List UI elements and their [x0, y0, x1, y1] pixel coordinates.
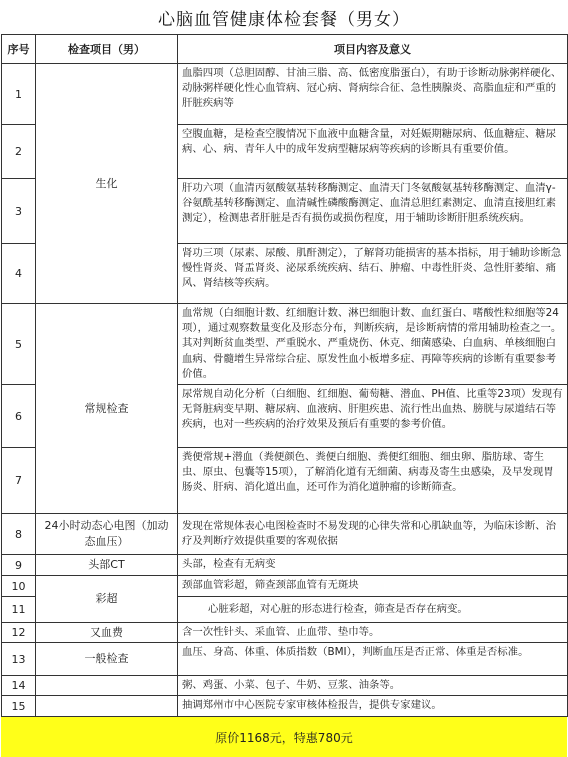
row-desc: 粪便常规+潜血（粪便颜色、粪便白细胞、粪便红细胞、细虫卵、脂肪球、寄生虫、原虫、包囊等15项），了解消化道有无细菌、病毒及寄生虫感染，及早发现胃肠炎、肝病、消化道出血，还可作为消化道肿瘤的诊断筛查。 — [178, 448, 568, 514]
row-seq: 3 — [2, 179, 36, 244]
row-seq: 12 — [2, 623, 36, 643]
row-desc: 尿常规自动化分析（白细胞、红细胞、葡萄糖、潜血、PH值、比重等23项）发现有无肾脏病变早期、糖尿病、血液病、肝胆疾患、流行性出血热、膀胱与尿道结石等疾病，也对一些疾病的治疗效果及预后有重要的参考价值。 — [178, 385, 568, 448]
row-seq: 8 — [2, 514, 36, 555]
row-seq: 13 — [2, 643, 36, 676]
category-ecg: 24小时动态心电图（加动态血压） — [36, 514, 178, 555]
exam-table — [1, 34, 568, 717]
row-desc: 头部，检查有无病变 — [178, 555, 568, 576]
row-desc: 粥、鸡蛋、小菜、包子、牛奶、豆浆、油条等。 — [178, 676, 568, 696]
table-row — [2, 64, 568, 125]
header-content: 项目内容及意义 — [178, 35, 568, 64]
row-desc: 空腹血糖，是检查空腹情况下血液中血糖含量，对妊娠期糖尿病、低血糖症、糖尿病、心、病、青年人中的成年发病型糖尿病等疾病的诊断具有重要价值。 — [178, 125, 568, 179]
price-banner: 原价1168元，特惠780元 — [1, 716, 567, 757]
category-ultrasound: 彩超 — [36, 576, 178, 623]
row-seq: 10 — [2, 576, 36, 597]
row-desc: 发现在常规体表心电图检查时不易发现的心律失常和心肌缺血等，为临床诊断、治疗及判断疗效提供重要的客观依据 — [178, 514, 568, 555]
table-row — [2, 555, 568, 576]
row-seq: 14 — [2, 676, 36, 696]
row-desc: 含一次性针头、采血管、止血带、垫巾等。 — [178, 623, 568, 643]
row-seq: 15 — [2, 696, 36, 716]
table-row — [2, 696, 568, 716]
category-empty — [36, 676, 178, 696]
category-head-ct: 头部CT — [36, 555, 178, 576]
row-seq: 9 — [2, 555, 36, 576]
category-empty — [36, 696, 178, 716]
row-desc: 血压、身高、体重、体质指数（BMI），判断血压是否正常、体重是否标准。 — [178, 643, 568, 676]
row-seq: 7 — [2, 448, 36, 514]
row-seq: 4 — [2, 244, 36, 304]
header-item: 检查项目（男） — [36, 35, 178, 64]
row-desc: 肝功六项（血清丙氨酸氨基转移酶测定、血清天门冬氨酸氨基转移酶测定、血清γ-谷氨酰基转移酶测定、血清碱性磷酸酶测定、血清总胆红素测定、血清直接胆红素测定），检测患者肝脏是否有损伤或损伤程度，用于辅助诊断肝胆系统疾病。 — [178, 179, 568, 244]
table-row — [2, 514, 568, 555]
category-biochem: 生化 — [36, 64, 178, 304]
row-seq: 1 — [2, 64, 36, 125]
row-seq: 11 — [2, 597, 36, 623]
category-routine: 常规检查 — [36, 304, 178, 514]
table-row — [2, 676, 568, 696]
category-blood-draw: 又血费 — [36, 623, 178, 643]
category-general: 一般检查 — [36, 643, 178, 676]
table-row — [2, 643, 568, 676]
row-desc: 抽调郑州市中心医院专家审核体检报告，提供专家建议。 — [178, 696, 568, 716]
table-row — [2, 304, 568, 385]
page-title: 心脑血管健康体检套餐（男女） — [158, 9, 410, 30]
row-seq: 2 — [2, 125, 36, 179]
row-desc: 血脂四项（总胆固醇、甘油三脂、高、低密度脂蛋白），有助于诊断动脉粥样硬化、动脉粥样硬化性心血管病、冠心病、肾病综合征、急性胰腺炎、高脂血症和严重的肝脏疾病等 — [178, 64, 568, 125]
table-header-row — [2, 35, 568, 64]
row-seq: 6 — [2, 385, 36, 448]
header-seq: 序号 — [2, 35, 36, 64]
row-desc: 心脏彩超，对心脏的形态进行检查，筛查是否存在病变。 — [178, 597, 568, 623]
row-desc: 肾功三项（尿素、尿酸、肌酐测定），了解肾功能损害的基本指标，用于辅助诊断急慢性肾炎、肾盂肾炎、泌尿系统疾病、结石、肿瘤、中毒性肝炎、急性肝萎缩、痛风、肾结核等疾病。 — [178, 244, 568, 304]
row-desc: 颈部血管彩超，筛查颈部血管有无斑块 — [178, 576, 568, 597]
row-seq: 5 — [2, 304, 36, 385]
table-row — [2, 576, 568, 597]
table-row — [2, 623, 568, 643]
row-desc: 血常规（白细胞计数、红细胞计数、淋巴细胞计数、血红蛋白、嗜酸性粒细胞等24项），通过观察数量变化及形态分布，判断疾病，是诊断病情的常用辅助检查之一。其对判断贫血类型、严重脱水、严重烧伤、休克、细菌感染、白血病、单核细胞白血病、骨髓增生异常综合症、原发性血小板增多症、再障等疾病的诊断有重要参考价值。 — [178, 304, 568, 385]
